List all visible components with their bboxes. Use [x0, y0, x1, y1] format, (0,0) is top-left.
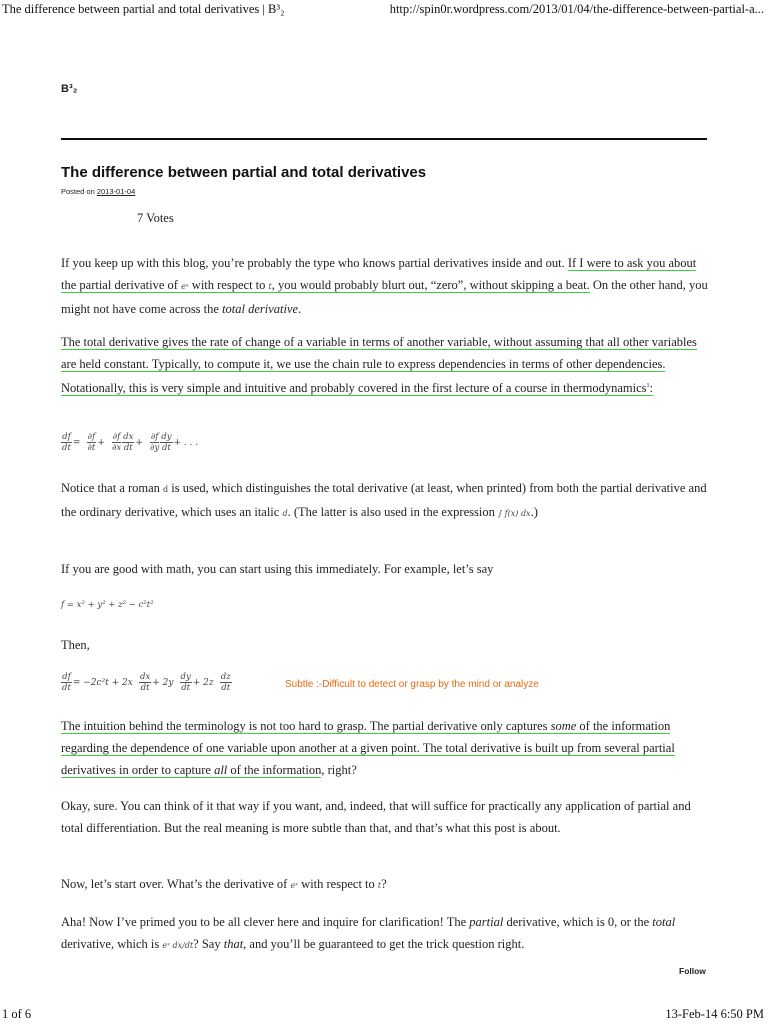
math-t-2: t [377, 881, 382, 890]
follow-button[interactable]: Follow [679, 966, 706, 976]
print-footer-timestamp: 13-Feb-14 6:50 PM [665, 1007, 764, 1021]
paragraph-then: Then, [61, 638, 90, 652]
paragraph-total-derivative [61, 331, 711, 399]
paragraph-example: If you are good with math, you can start using this immediately. For example, let’s say [61, 562, 494, 576]
paragraph-start-over: Now, let’s start over. What’s the derivative of eˣ with respect to t? [61, 877, 387, 891]
math-e-x: eˣ [181, 282, 189, 291]
print-header-title: The difference between partial and total derivatives | B³₂ [2, 2, 285, 16]
paragraph-okay-sure: Okay, sure. You can think of it that way if you want, and, indeed, that will suffice for practically any application of partial and total differentiation. But the real meaning is more subtle than that, and that’s what this post is about. [61, 799, 691, 835]
post-meta [61, 187, 135, 196]
paragraph-intuition: The intuition behind the terminology is not too hard to grasp. The partial derivative only captures some of the information regarding the dependence of one variable upon another at a given point. The total derivative is built up from several partial derivatives in order to capture all of the information, right? [61, 719, 675, 777]
math-t: t [268, 282, 272, 291]
posted-on-label: Posted on [61, 187, 95, 196]
highlight-3: The intuition behind the terminology is not too hard to grasp. The partial derivative only captures some of the information regarding the dependence of one variable upon another at a given point. The total derivative is built up from several partial derivatives in order to capture all of the information [61, 719, 675, 777]
post-date-link[interactable]: 2013-01-04 [96, 187, 136, 196]
print-header-url: http://spin0r.wordpress.com/2013/01/04/the-difference-between-partial-a... [389, 2, 764, 16]
print-footer-page: 1 of 6 [2, 1007, 32, 1021]
header-divider [61, 138, 707, 140]
emphasis-total-derivative: total derivative [222, 302, 299, 316]
math-roman-d: d [163, 485, 169, 494]
math-integral: ∫ f(x) dx [497, 509, 531, 518]
post-title[interactable]: The difference between partial and total derivatives [61, 164, 427, 181]
paragraph-aha: Aha! Now I’ve primed you to be all clever here and inquire for clarification! The partial derivative, which is 0, or the total derivative, which is eˣ dx/dt? Say that, and you’ll be guaranteed to get the trick question right. [61, 915, 676, 951]
equation-total-derivative: $\frac{df}{dt}$ = $\frac{\partial f}{\partial t}$ + $\frac{\partial f}{\partial x}$ $\frac{dx}{dt}$ + $\frac{\partial f}{\partial y}$ $\frac{dy}{dt}$ + . . . [62, 432, 199, 453]
para1-text: If you keep up with this blog, you’re probably the type who knows partial derivatives inside and out. [61, 256, 568, 270]
math-e-x-2: eˣ [290, 881, 299, 890]
annotation-note: Subtle :-Difficult to detect or grasp by the mind or analyze [285, 679, 539, 690]
equation-f: f = x² + y² + z² − c²t² [61, 600, 154, 610]
math-total-ex: eˣ dx/dt [162, 941, 194, 950]
math-italic-d: d [282, 509, 288, 518]
paragraph-notation: Notice that a roman d is used, which distinguishes the total derivative (at least, when printed) from both the partial derivative and the ordinary derivative, which uses an italic d. (The latter is also used in the expression ∫ f(x) dx.) [61, 481, 707, 519]
footnote-ref[interactable]: 1 [646, 383, 650, 389]
paragraph-intro: If you keep up with this blog, you’re probably the type who knows partial derivatives inside and out. If I were to ask you about the partial derivative of eˣ with respect to t, you would probably blurt out, “zero”, without skipping a beat. On the other hand, you might not have come across the total derivative. [61, 256, 708, 316]
equation-df-dt: $\frac{df}{dt}$ = −2c²t + 2x $\frac{dx}{dt}$ + 2y $\frac{dy}{dt}$ + 2z $\frac{dz}{dt}$ [62, 672, 231, 693]
highlight-1: If I were to ask you about the partial derivative of eˣ with respect to t, you would probably blurt out, “zero”, without skipping a beat. [61, 256, 697, 292]
vote-count: 7 Votes [137, 211, 174, 225]
site-title[interactable]: B³₂ [61, 83, 78, 95]
highlight-2: The total derivative gives the rate of change of a variable in terms of another variable, without assuming that all other variables are held constant. Typically, to compute it, we use the chain rule to express dependencies in terms of other dependencies. Notationally, this is very simple and intuitive and probably covered in the first lecture of a course in thermodynamics$^1$: [61, 335, 697, 396]
